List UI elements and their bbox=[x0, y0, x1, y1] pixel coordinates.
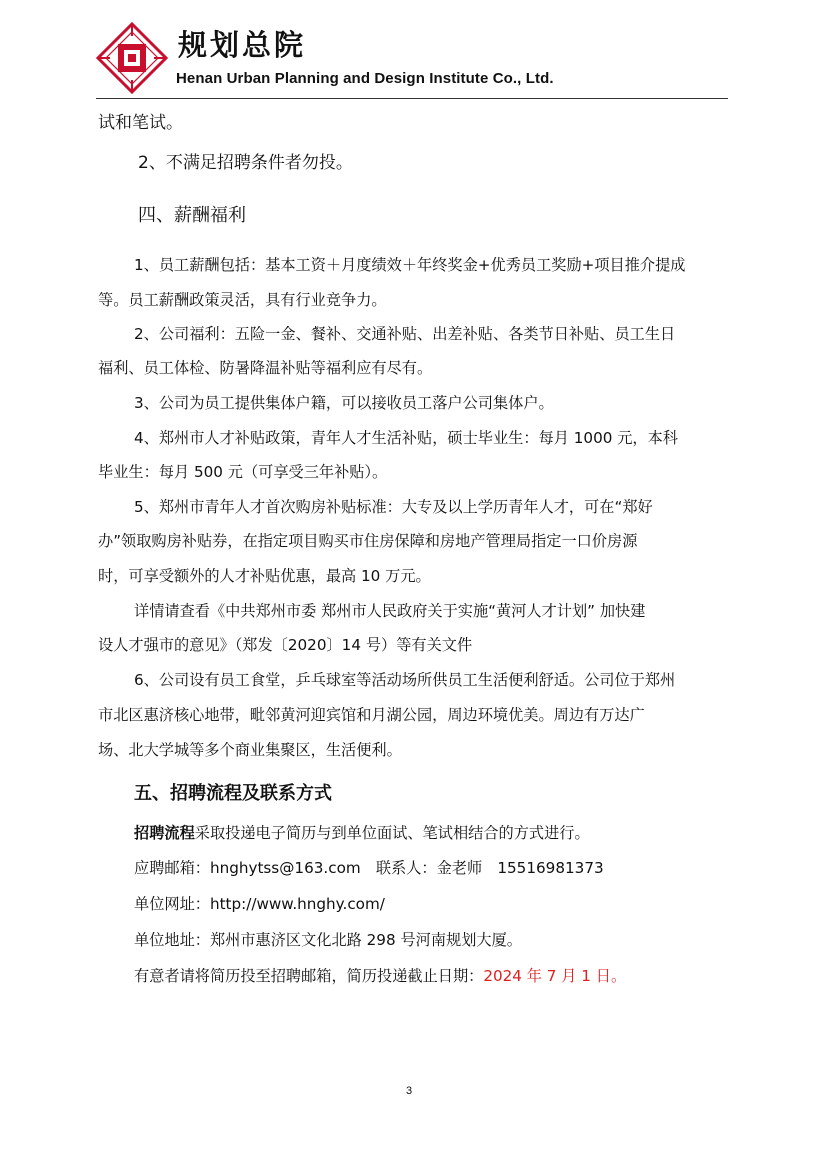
deadline-line bbox=[134, 966, 626, 986]
header-divider bbox=[96, 98, 728, 99]
benefit-2-line-2: 福利、员工体检、防暑降温补贴等福利应有尽有。 bbox=[98, 359, 433, 377]
benefit-5-line-3: 时，可享受额外的人才补贴优惠，最高 10 万元。 bbox=[98, 567, 431, 585]
benefit-4-line-2: 毕业生：每月 500 元（可享受三年补贴）。 bbox=[98, 463, 388, 481]
section-heading-salary: 四、薪酬福利 bbox=[138, 205, 246, 226]
continued-text: 试和笔试。 bbox=[98, 113, 183, 133]
benefit-6-line-1: 6、公司设有员工食堂，乒乓球室等活动场所供员工生活便利舒适。公司位于郑州 bbox=[134, 671, 676, 689]
website-line: 单位网址：http://www.hnghy.com/ bbox=[134, 895, 385, 913]
process-text: 采取投递电子简历与到单位面试、笔试相结合的方式进行。 bbox=[194, 824, 590, 842]
page-number: 3 bbox=[406, 1085, 413, 1097]
deadline-text: 有意者请将简历投至招聘邮箱，简历投递截止日期： bbox=[134, 967, 484, 985]
page-header bbox=[96, 22, 728, 100]
benefit-3: 3、公司为员工提供集体户籍，可以接收员工落户公司集体户。 bbox=[134, 394, 554, 412]
benefit-4-line-1: 4、郑州市人才补贴政策，青年人才生活补贴，硕士毕业生：每月 1000 元，本科 bbox=[134, 429, 678, 447]
benefit-1-line-2: 等。员工薪酬政策灵活，具有行业竞争力。 bbox=[98, 291, 387, 309]
company-name-en: Henan Urban Planning and Design Institute Co., Ltd. bbox=[176, 70, 554, 87]
benefit-2-line-1: 2、公司福利：五险一金、餐补、交通补贴、出差补贴、各类节日补贴、员工生日 bbox=[134, 325, 676, 343]
company-name-cn: 规划总院 bbox=[178, 28, 307, 62]
benefit-5-line-1: 5、郑州市青年人才首次购房补贴标准：大专及以上学历青年人才，可在“郑好 bbox=[134, 498, 653, 516]
section-heading-process: 五、招聘流程及联系方式 bbox=[134, 783, 332, 804]
company-logo-icon bbox=[96, 22, 168, 94]
process-label: 招聘流程 bbox=[134, 824, 195, 842]
benefit-1-line-1: 1、员工薪酬包括：基本工资＋月度绩效＋年终奖金+优秀员工奖励+项目推介提成 bbox=[134, 256, 686, 274]
benefit-6-line-3: 场、北大学城等多个商业集聚区，生活便利。 bbox=[98, 741, 402, 759]
benefit-5-detail-line-1: 详情请查看《中共郑州市委 郑州市人民政府关于实施“黄河人才计划” 加快建 bbox=[134, 602, 646, 620]
benefit-6-line-2: 市北区惠济核心地带，毗邻黄河迎宾馆和月湖公园，周边环境优美。周边有万达广 bbox=[98, 706, 645, 724]
deadline-date: 2024 年 7 月 1 日。 bbox=[483, 967, 627, 985]
address-line: 单位地址：郑州市惠济区文化北路 298 号河南规划大厦。 bbox=[134, 931, 522, 949]
process-line bbox=[134, 823, 590, 843]
benefit-5-detail-line-2: 设人才强市的意见》（郑发〔2020〕14 号）等有关文件 bbox=[98, 636, 473, 654]
benefit-5-line-2: 办”领取购房补贴券，在指定项目购买市住房保障和房地产管理局指定一口价房源 bbox=[98, 532, 638, 550]
contact-email-line: 应聘邮箱：hnghytss@163.com 联系人：金老师 15516981373 bbox=[134, 859, 604, 877]
condition-item-2: 2、不满足招聘条件者勿投。 bbox=[138, 153, 353, 173]
